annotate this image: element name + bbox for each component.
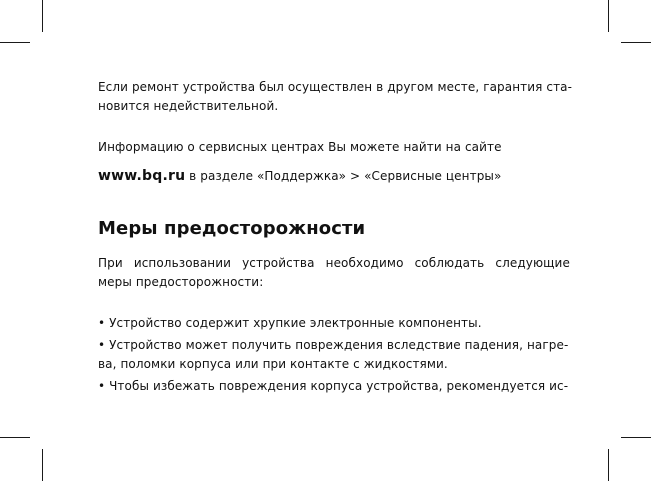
crop-mark-top-left-vertical — [42, 0, 43, 32]
safety-bullet — [98, 336, 570, 374]
safety-intro — [98, 254, 570, 292]
crop-mark-bottom-left-vertical — [42, 449, 43, 481]
safety-bullet — [98, 377, 570, 396]
intro-word: соблюдать — [414, 256, 485, 270]
intro-word: необходимо — [325, 256, 404, 270]
bullet-line: • Устройство содержит хрупкие электронные компоненты. — [98, 316, 482, 330]
bullet-line: • Устройство может получить повреждения вследствие падения, нагре- — [98, 338, 569, 352]
crop-mark-bottom-left-horizontal — [0, 437, 30, 438]
warranty-line: Если ремонт устройства был осуществлен в другом месте, гарантия ста- — [98, 80, 573, 94]
warranty-paragraph — [98, 78, 573, 116]
service-path: в разделе «Поддержка» > «Сервисные центры» — [185, 169, 502, 183]
crop-mark-top-left-horizontal — [0, 42, 30, 43]
service-site-line — [98, 167, 570, 186]
service-paragraph — [98, 138, 570, 186]
safety-heading: Меры предосторожности — [98, 218, 366, 239]
safety-bullet — [98, 314, 570, 333]
crop-mark-bottom-right-horizontal — [621, 437, 651, 438]
safety-intro-end: меры предосторожности: — [98, 275, 264, 289]
intro-word: следующие — [495, 256, 570, 270]
crop-mark-bottom-right-vertical — [608, 449, 609, 481]
safety-intro-line — [98, 254, 570, 273]
intro-word: использовании — [133, 256, 232, 270]
website-link[interactable]: www.bq.ru — [98, 168, 186, 184]
crop-mark-top-right-vertical — [608, 0, 609, 32]
intro-word: устройства — [242, 256, 315, 270]
crop-mark-top-right-horizontal — [621, 42, 651, 43]
bullet-line: ва, поломки корпуса или при контакте с жидкостями. — [98, 357, 448, 371]
bullet-line: • Чтобы избежать повреждения корпуса устройства, рекомендуется ис- — [98, 379, 569, 393]
intro-word: При — [98, 256, 123, 270]
warranty-line: новится недействительной. — [98, 99, 279, 113]
service-text: Информацию о сервисных центрах Вы можете найти на сайте — [98, 140, 502, 154]
